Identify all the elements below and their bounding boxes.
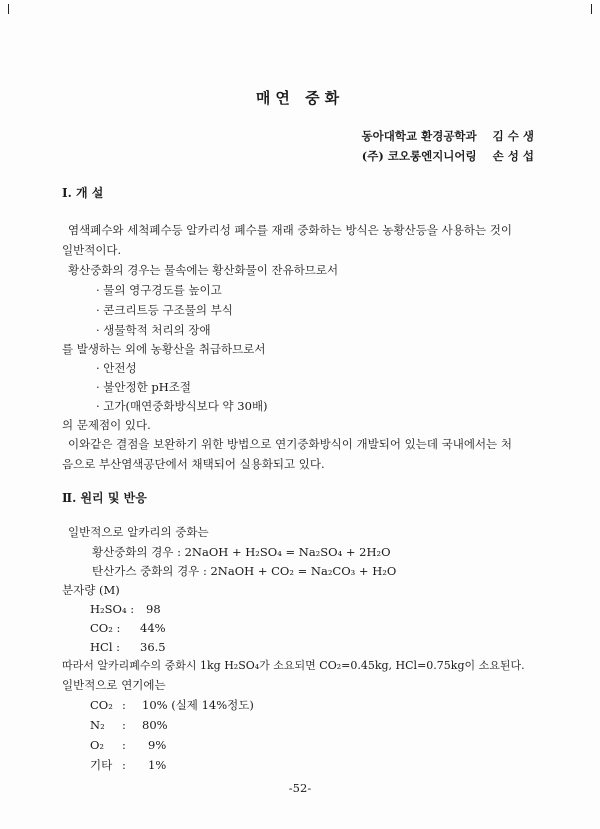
paragraph-line: 일반적으로 연기에는 [62,678,166,692]
gas-value: 80% [142,718,168,732]
author-name: 김 수 생 [492,129,534,143]
author-affiliation: 동아대학교 환경공학과 [361,129,477,143]
equation: 2NaOH + CO₂ = Na₂CO₃ + H₂O [210,564,397,578]
list-item: · 물의 영구경도를 높이고 [96,283,222,297]
molecular-weight-value: 98 [146,602,161,616]
compound-name: CO₂ : [90,621,121,635]
molecular-weight-row [90,601,134,617]
equation: 2NaOH + H₂SO₄ = Na₂SO₄ + 2H₂O [184,545,391,559]
paragraph-line: 황산중화의 경우는 물속에는 황산화물이 잔유하므로서 [68,263,339,277]
gas-name: O₂ [90,738,105,752]
colon: : [122,718,126,732]
gas-name: CO₂ [90,698,113,712]
section-heading-1: I. 개 설 [62,186,104,200]
author-name: 손 성 섭 [492,149,534,163]
paragraph-line: 일반적으로 알카리의 중화는 [68,525,209,539]
section-heading-2: Ⅱ. 원리 및 반응 [62,491,147,505]
page-number: -52- [288,781,312,795]
crop-mark-top-right [581,4,592,14]
author-line-1 [362,128,534,144]
list-item: · 생물학적 처리의 장애 [96,323,211,337]
author-line-2 [362,148,534,164]
paragraph-line: 의 문제점이 있다. [62,418,151,432]
paragraph-line: 분자량 (M) [62,583,120,597]
equation-line [92,544,391,560]
list-item: · 콘크리트등 구조물의 부식 [96,303,233,317]
molecular-weight-value: 36.5 [140,640,166,654]
paragraph-line: 일반적이다. [62,243,122,257]
colon: : [122,758,126,772]
paragraph-line: 이와같은 결점을 보완하기 위한 방법으로 연기중화방식이 개발되어 있는데 국내에서는 처 [68,437,512,451]
paragraph-line: 따라서 알카리폐수의 중화시 1kg H₂SO₄가 소요되면 CO₂=0.45kg, HCl=0.75kg이 소요된다. [62,659,525,672]
list-item: · 고가(매연중화방식보다 약 30배) [96,399,268,413]
colon: : [122,698,126,712]
list-item: · 안전성 [96,361,137,375]
gas-value: 10% (실제 14%정도) [142,698,254,712]
gas-value: 9% [148,738,167,752]
molecular-weight-value: 44% [140,621,166,635]
gas-name: 기타 [90,758,113,772]
equation-line [92,563,396,579]
page-title: 매연 중화 [255,89,345,107]
paragraph-line: 염색폐수와 세척폐수등 알카리성 폐수를 재래 중화하는 방식은 농황산등을 사용하는 것이 [68,223,512,237]
compound-name: HCl : [90,640,121,654]
list-item: · 불안정한 pH조절 [96,380,192,394]
equation-label: 탄산가스 중화의 경우 : [92,564,207,578]
paragraph-line: 음으로 부산염색공단에서 채택되어 실용화되고 있다. [62,457,325,471]
colon: : [122,738,126,752]
gas-name: N₂ [90,718,105,732]
paragraph-line: 를 발생하는 외에 농황산을 취급하므로서 [62,342,266,356]
author-affiliation: (주) 코오롱엔지니어링 [361,149,477,163]
compound-name: H₂SO₄ : [90,602,135,616]
molecular-weight-row [90,620,120,636]
gas-value: 1% [148,758,167,772]
equation-label: 황산중화의 경우 : [92,545,181,559]
molecular-weight-row [90,639,120,655]
crop-mark-top-left [8,4,19,14]
